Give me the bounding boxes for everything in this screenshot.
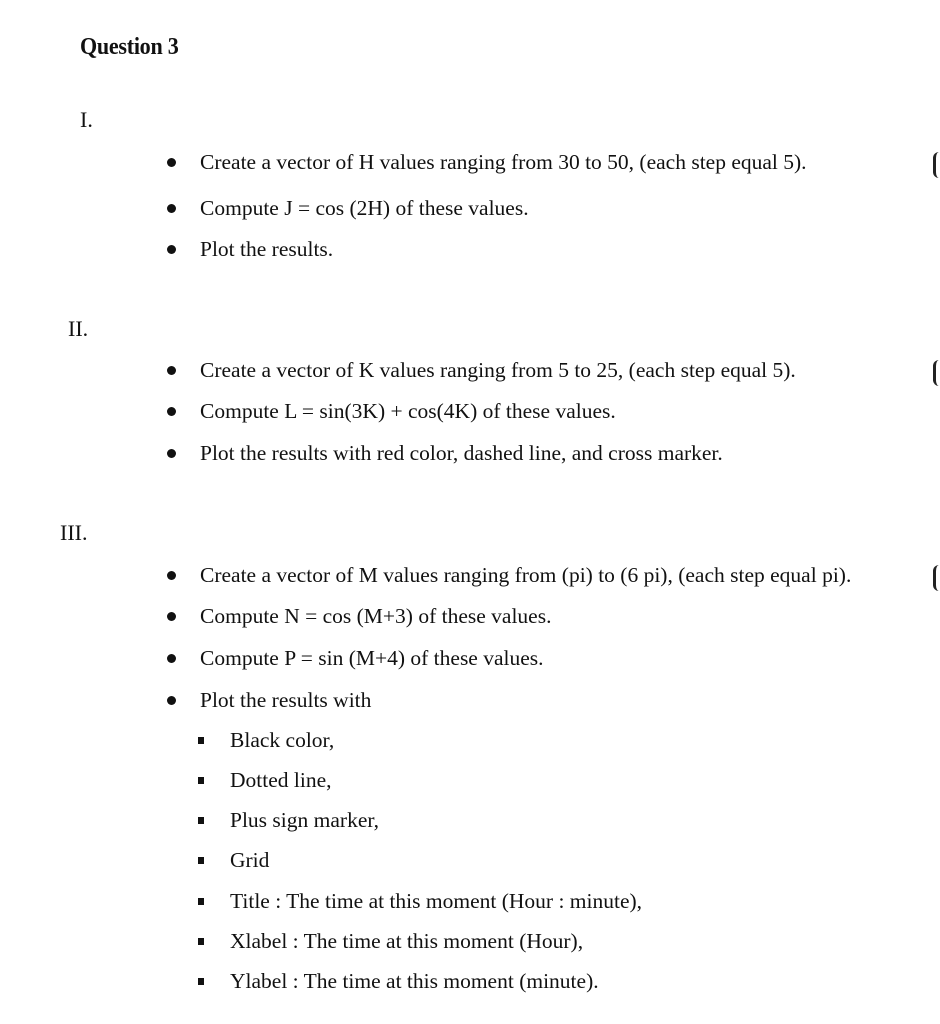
square-bullet-icon xyxy=(198,978,204,985)
bullet-icon xyxy=(167,654,176,663)
cropped-edge-mark xyxy=(933,565,940,591)
part-3-subitem-4: Grid xyxy=(230,848,270,872)
question-title: Question 3 xyxy=(80,34,179,60)
square-bullet-icon xyxy=(198,777,204,784)
part-3-subitem-5: Title : The time at this moment (Hour : minute), xyxy=(230,889,643,913)
part-3-item-1: Create a vector of M values ranging from (pi) to (6 pi), (each step equal pi). xyxy=(200,563,852,587)
square-bullet-icon xyxy=(198,898,204,905)
cropped-edge-mark xyxy=(933,360,940,386)
part-1-item-1: Create a vector of H values ranging from 30 to 50, (each step equal 5). xyxy=(200,150,807,174)
square-bullet-icon xyxy=(198,737,204,744)
bullet-icon xyxy=(167,571,176,580)
part-3-subitem-1: Black color, xyxy=(230,728,335,752)
part-3-subitem-6: Xlabel : The time at this moment (Hour), xyxy=(230,929,584,953)
part-3-item-4: Plot the results with xyxy=(200,688,372,712)
part-2-item-2: Compute L = sin(3K) + cos(4K) of these values. xyxy=(200,399,616,423)
part-3-subitem-3: Plus sign marker, xyxy=(230,808,380,832)
part-3-subitem-2: Dotted line, xyxy=(230,768,332,792)
part-3-item-2: Compute N = cos (M+3) of these values. xyxy=(200,604,552,628)
bullet-icon xyxy=(167,158,176,167)
bullet-icon xyxy=(167,204,176,213)
part-numeral-1: I. xyxy=(80,107,93,132)
bullet-icon xyxy=(167,366,176,375)
part-numeral-3: III. xyxy=(60,520,88,545)
part-numeral-2: II. xyxy=(68,316,89,341)
part-2-item-3: Plot the results with red color, dashed line, and cross marker. xyxy=(200,441,723,465)
bullet-icon xyxy=(167,449,176,458)
part-3-subitem-7: Ylabel : The time at this moment (minute). xyxy=(230,969,599,993)
square-bullet-icon xyxy=(198,857,204,864)
bullet-icon xyxy=(167,245,176,254)
square-bullet-icon xyxy=(198,817,204,824)
bullet-icon xyxy=(167,696,176,705)
part-3-item-3: Compute P = sin (M+4) of these values. xyxy=(200,646,544,670)
part-2-item-1: Create a vector of K values ranging from 5 to 25, (each step equal 5). xyxy=(200,358,796,382)
bullet-icon xyxy=(167,612,176,621)
square-bullet-icon xyxy=(198,938,204,945)
bullet-icon xyxy=(167,407,176,416)
cropped-edge-mark xyxy=(933,152,940,178)
part-1-item-2: Compute J = cos (2H) of these values. xyxy=(200,196,529,220)
part-1-item-3: Plot the results. xyxy=(200,237,334,261)
